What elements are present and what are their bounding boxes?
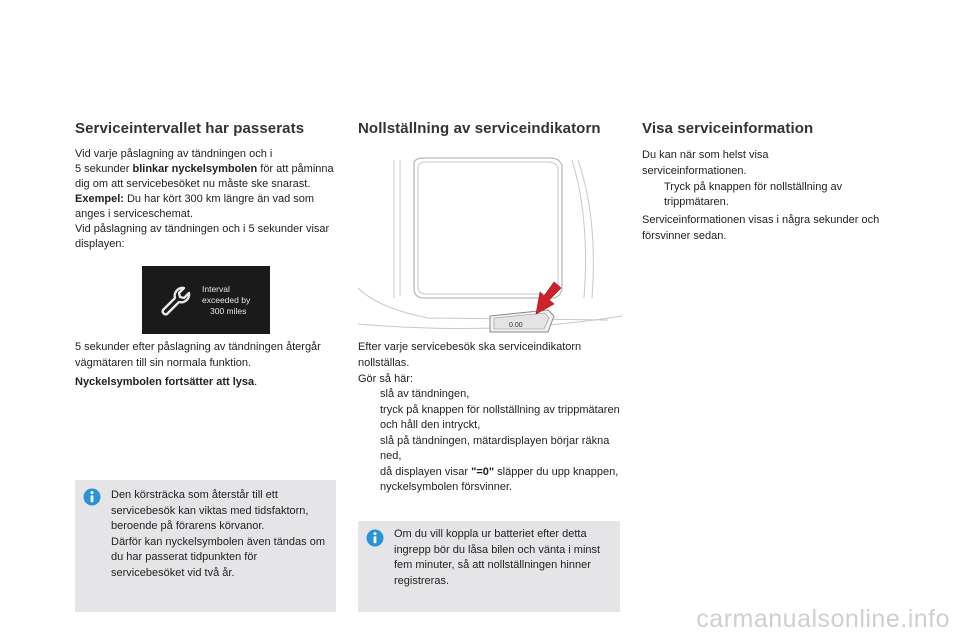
example-label: Exempel: bbox=[75, 193, 124, 205]
heading-show-service-info: Visa serviceinformation bbox=[642, 120, 814, 137]
wrench-icon bbox=[156, 282, 196, 322]
info-text-distance: Den körsträcka som återstår till ett servicebesök kan viktas med tidsfaktorn, beroende på förarens körvanor. Därför kan nyckelsymbolen även tändas om du har passerat tidpunkten för servicebesöket vid två år. bbox=[111, 489, 325, 579]
paragraph-odometer-normal: 5 sekunder efter påslagning av tändningen återgår vägmätaren till sin normala funktion. bbox=[75, 341, 321, 369]
reset-button-label: 0.00 bbox=[509, 322, 523, 329]
section-reset-indicator bbox=[358, 120, 622, 147]
list-item: tryck på knappen för nollställning av trippmätaren och håll den intryckt, bbox=[380, 404, 620, 431]
section-after-display bbox=[75, 339, 337, 390]
list-item: slå på tändningen, mätardisplayen börjar räkna ned, bbox=[380, 435, 610, 462]
list-item: Tryck på knappen för nollställning av trippmätaren. bbox=[664, 181, 843, 208]
instrument-panel-illustration bbox=[358, 148, 622, 338]
paragraph-after-service: Efter varje servicebesök ska serviceindikatorn nollställas. bbox=[358, 341, 582, 369]
info-box-battery bbox=[358, 521, 620, 612]
paragraph-anytime: Du kan när som helst visa serviceinformationen. bbox=[642, 149, 769, 177]
paragraph-intro: Vid varje påslagning av tändningen och i 5 sekunder blinkar nyckelsymbolen för att påminna dig om att servicebesöket nu måste ske snarast. Exempel: Du har kört 300 km längre än vad som anges i serviceschemat. Vid påslagning av tändningen och i 5 sekunder visar displayen: bbox=[75, 148, 334, 250]
paragraph-key-lit: Nyckelsymbolen fortsätter att lysa. bbox=[75, 376, 258, 388]
watermark: carmanualsonline.info bbox=[696, 605, 950, 633]
dashboard-display-image bbox=[142, 266, 270, 334]
red-arrow-icon bbox=[536, 282, 561, 314]
list-item: slå av tändningen, bbox=[380, 388, 470, 400]
display-text: Interval exceeded by 300 miles bbox=[202, 284, 251, 316]
paragraph-do-this: Gör så här: bbox=[358, 373, 414, 385]
paragraph-info-shown: Serviceinformationen visas i några sekunder och försvinner sedan. bbox=[642, 214, 880, 242]
info-icon bbox=[366, 529, 384, 547]
section-reset-steps bbox=[358, 339, 622, 495]
info-icon bbox=[83, 488, 101, 506]
info-text-battery: Om du vill koppla ur batteriet efter detta ingrepp bör du låsa bilen och vänta i minst fem minuter, så att nollställningen hinner registreras. bbox=[394, 528, 601, 587]
section-service-interval-passed bbox=[75, 120, 337, 252]
list-item: då displayen visar "=0" släpper du upp knappen, nyckelsymbolen försvinner. bbox=[380, 466, 619, 493]
heading-service-interval: Serviceintervallet har passerats bbox=[75, 120, 305, 137]
section-show-service-info bbox=[642, 120, 892, 244]
info-box-distance bbox=[75, 480, 336, 612]
heading-reset-indicator: Nollställning av serviceindikatorn bbox=[358, 120, 601, 137]
